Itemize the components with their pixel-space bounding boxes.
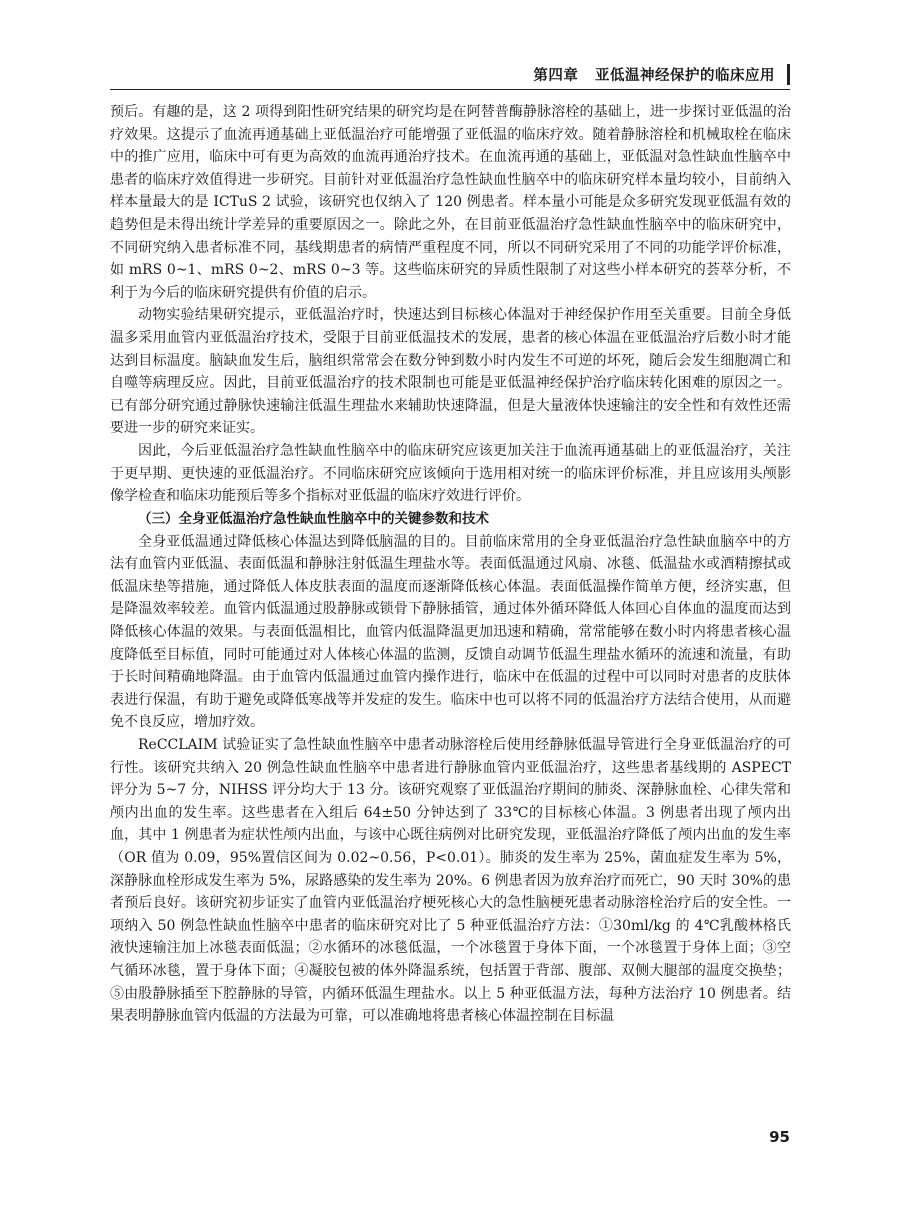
paragraph: ReCCLAIM 试验证实了急性缺血性脑卒中患者动脉溶栓后使用经静脉低温导管进行全身亚低温治疗的可行性。该研究共纳入 20 例急性缺血性脑卒中患者进行静脉血管内亚低温治疗，这些患者基线期的 ASPECT 评分为 5~7 分，NIHSS 评分均大于 13 分。该研究观察了亚低温治疗期间的肺炎、深静脉血栓、心律失常和颅内出血的发生率。这些患者在入组后 64±50 分钟达到了 33℃的目标核心体温。3 例患者出现了颅内出血，其中 1 例患者为症状性颅内出血，与该中心既往病例对比研究发现，亚低温治疗降低了颅内出血的发生率（OR 值为 0.09，95%置信区间为 0.02~0.56，P<0.01）。肺炎的发生率为 25%，菌血症发生率为 5%，深静脉血栓形成发生率为 5%，尿路感染的发生率为 20%。6 例患者因为放弃治疗而死亡，90 天时 30%的患者预后良好。该研究初步证实了血管内亚低温治疗梗死核心大的急性脑梗死患者动脉溶栓治疗后的安全性。一项纳入 50 例急性缺血性脑卒中患者的临床研究对比了 5 种亚低温治疗方法：①30ml/kg 的 4℃乳酸林格氏液快速输注加上冰毯表面低温；②水循环的冰毯低温，一个冰毯置于身体下面，一个冰毯置于身体上面；③空气循环冰毯，置于身体下面；④凝胶包被的体外降温系统，包括置于背部、腹部、双侧大腿部的温度交换垫；⑤由股静脉插至下腔静脉的导管，内循环低温生理盐水。以上 5 种亚低温方法，每种方法治疗 10 例患者。结果表明静脉血管内低温的方法最为可靠，可以准确地将患者核心体温控制在目标温 (110, 737, 791, 1025)
running-header (110, 62, 790, 90)
paragraph: 因此，今后亚低温治疗急性缺血性脑卒中的临床研究应该更加关注于血流再通基础上的亚低温治疗，关注于更早期、更快速的亚低温治疗。不同临床研究应该倾向于选用相对统一的临床评价标准，并且应该用头颅影像学检查和临床功能预后等多个指标对亚低温的临床疗效进行评价。 (110, 442, 791, 505)
body-text (110, 101, 791, 1028)
page-number: 95 (769, 1128, 790, 1146)
header-rule (110, 89, 790, 90)
chapter-title: 亚低温神经保护的临床应用 (595, 68, 775, 84)
chapter-header-title (533, 64, 790, 85)
paragraph: 全身亚低温通过降低核心体温达到降低脑温的目的。目前临床常用的全身亚低温治疗急性缺血脑卒中的方法有血管内亚低温、表面低温和静脉注射低温生理盐水等。表面低温通过风扇、冰毯、低温盐水或酒精擦拭或低温床垫等措施，通过降低人体皮肤表面的温度而逐渐降低核心体温。表面低温操作简单方便，经济实惠，但是降温效率较差。血管内低温通过股静脉或锁骨下静脉插管，通过体外循环降低人体回心自体血的温度而达到降低核心体温的效果。与表面低温相比，血管内低温降温更加迅速和精确，常常能够在数小时内将患者核心温度降低至目标值，同时可能通过对人体核心体温的监测，反馈自动调节低温生理盐水循环的流速和流量，有助于长时间精确地降温。由于血管内低温通过血管内操作进行，临床中在低温的过程中可以同时对患者的皮肤体表进行保温，有助于避免或降低寒战等并发症的发生。临床中也可以将不同的低温治疗方法结合使用，从而避免不良反应，增加疗效。 (110, 533, 791, 731)
paragraph: 动物实验结果研究提示，亚低温治疗时，快速达到目标核心体温对于神经保护作用至关重要。目前全身低温多采用血管内亚低温治疗技术，受限于目前亚低温技术的发展，患者的核心体温在亚低温治疗后数小时才能达到目标温度。脑缺血发生后，脑组织常常会在数分钟到数小时内发生不可逆的坏死，随后会发生细胞凋亡和自噬等病理反应。因此，目前亚低温治疗的技术限制也可能是亚低温神经保护治疗临床转化困难的原因之一。已有部分研究通过静脉快速输注低温生理盐水来辅助快速降温，但是大量液体快速输注的安全性和有效性还需要进一步的研究来证实。 (110, 307, 791, 437)
paragraph: 预后。有趣的是，这 2 项得到阳性研究结果的研究均是在阿替普酶静脉溶栓的基础上，进一步探讨亚低温的治疗效果。这提示了血流再通基础上亚低温治疗可能增强了亚低温的临床疗效。随着静脉溶栓和机械取栓在临床中的推广应用，临床中可有更为高效的血流再通治疗技术。在血流再通的基础上，亚低温对急性缺血性脑卒中患者的临床疗效值得进一步研究。目前针对亚低温治疗急性缺血性脑卒中的临床研究样本量均较小，目前纳入样本量最大的是 ICTuS 2 试验，该研究也仅纳入了 120 例患者。样本量小可能是众多研究发现亚低温有效的趋势但是未得出统计学差异的重要原因之一。除此之外，在目前亚低温治疗急性缺血性脑卒中的临床研究中，不同研究纳入患者标准不同，基线期患者的病情严重程度不同，所以不同研究采用了不同的功能学评价标准，如 mRS 0~1、mRS 0~2、mRS 0~3 等。这些临床研究的异质性限制了对这些小样本研究的荟萃分析，不利于为今后的临床研究提供有价值的启示。 (110, 104, 791, 301)
chapter-label: 第四章 (533, 68, 579, 84)
section-heading: （三）全身亚低温治疗急性缺血性脑卒中的关键参数和技术 (138, 510, 489, 527)
